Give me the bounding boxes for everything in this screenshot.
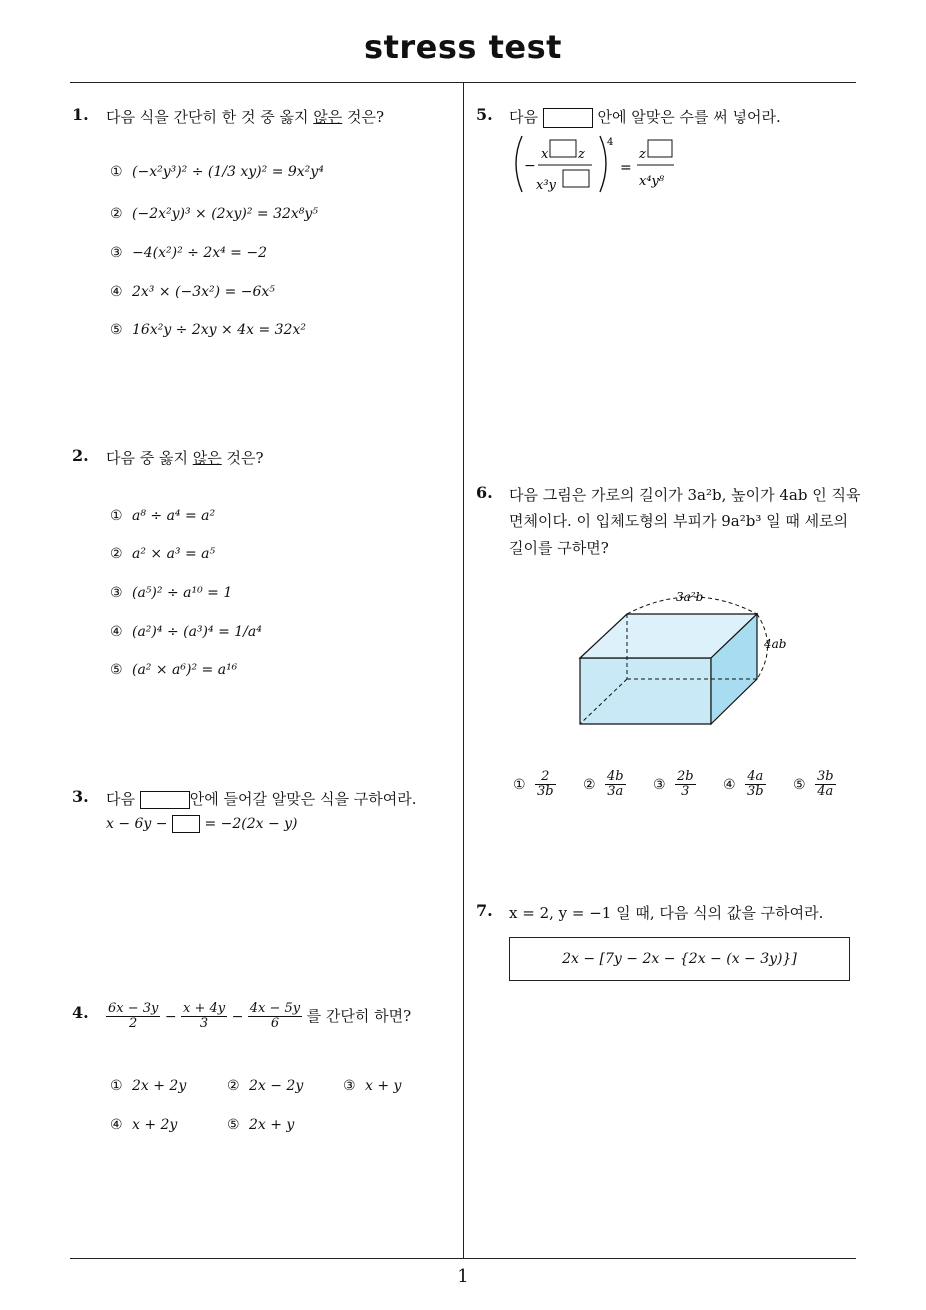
blank-box — [172, 815, 200, 833]
right-paren — [600, 136, 606, 192]
option-2 — [110, 206, 318, 222]
option-5 — [227, 1117, 294, 1133]
option-marker: ⑤ — [793, 776, 806, 793]
numerator-x: x — [541, 147, 549, 162]
fraction-1 — [106, 1002, 160, 1032]
equals-sign: = — [620, 160, 632, 176]
option-4 — [723, 770, 766, 800]
question-line-2: 면체이다. 이 입체도형의 부피가 9a²b³ 일 때 세로의 — [509, 512, 849, 530]
option-fraction — [535, 770, 556, 800]
text-underlined: 않은 — [313, 108, 343, 126]
question-text — [106, 106, 384, 127]
column-divider — [463, 83, 464, 1259]
question-number: 2. — [72, 446, 89, 465]
option-marker: ① — [110, 1078, 123, 1094]
option-marker: ③ — [110, 585, 123, 601]
blank-box — [648, 140, 672, 157]
option-marker: ② — [227, 1078, 240, 1094]
option-1 — [110, 1078, 186, 1094]
option-expr: a⁸ ÷ a⁴ = a² — [132, 508, 216, 524]
question-line-1: 다음 그림은 가로의 길이가 3a²b, 높이가 4ab 인 직육 — [509, 486, 861, 504]
text-pre: 다음 식을 간단히 한 것 중 옳지 — [106, 108, 314, 126]
question-text: x = 2, y = −1 일 때, 다음 식의 값을 구하여라. — [509, 904, 824, 922]
denominator: 6 — [270, 1016, 280, 1032]
option-fraction — [815, 770, 836, 800]
option-5 — [793, 770, 836, 800]
option-marker: ④ — [110, 624, 123, 640]
option-4 — [110, 1117, 177, 1133]
option-2 — [583, 770, 626, 800]
blank-box — [140, 791, 190, 809]
operator: − — [164, 1008, 177, 1025]
option-marker: ② — [110, 546, 123, 562]
option-2 — [227, 1078, 303, 1094]
option-expr: a² × a³ = a⁵ — [132, 546, 216, 562]
option-marker: ⑤ — [110, 662, 123, 678]
denominator: 4a — [817, 784, 834, 800]
option-marker: ③ — [343, 1078, 356, 1094]
option-expr: 2x³ × (−3x²) = −6x⁵ — [132, 284, 275, 300]
option-expr: 2x + y — [249, 1117, 295, 1133]
option-marker: ② — [110, 206, 123, 222]
expression: 2x − [7y − 2x − {2x − (x − 3y)}] — [562, 951, 797, 967]
option-3 — [110, 585, 232, 601]
numerator: x + 4y — [183, 1001, 226, 1016]
expression-box — [509, 937, 850, 981]
option-fraction — [675, 770, 696, 800]
option-5 — [110, 322, 306, 338]
option-marker: ② — [583, 776, 596, 793]
outer-exponent: 4 — [607, 137, 614, 148]
text-post: 안에 알맞은 수를 써 넣어라. — [597, 108, 781, 126]
option-marker: ⑤ — [227, 1117, 240, 1133]
option-marker: ③ — [110, 245, 123, 261]
operator: − — [231, 1008, 244, 1025]
option-marker: ① — [110, 508, 123, 524]
text-post: 안에 들어갈 알맞은 식을 구하여라. — [189, 790, 417, 808]
denominator: 3 — [199, 1016, 209, 1032]
question-number: 4. — [72, 1003, 89, 1022]
text-post: 것은? — [221, 449, 264, 467]
text-pre: 다음 — [509, 108, 538, 126]
numerator: 4x − 5y — [249, 1001, 301, 1016]
question-text — [509, 106, 781, 128]
question-expression — [106, 1002, 411, 1032]
text-pre: 다음 — [106, 790, 135, 808]
eq-right: = −2(2x − y) — [204, 816, 298, 832]
denominator: 3b — [747, 784, 764, 800]
question-text — [106, 447, 264, 468]
denominator-x3y: x³y — [536, 178, 556, 193]
front-face — [580, 658, 711, 724]
blank-box — [543, 108, 593, 128]
option-marker: ⑤ — [110, 322, 123, 338]
numerator: 3b — [817, 769, 834, 784]
blank-box — [563, 170, 589, 187]
power-equation — [508, 130, 708, 200]
option-marker: ③ — [653, 776, 666, 793]
option-marker: ④ — [110, 284, 123, 300]
option-expr: 2x − 2y — [249, 1078, 304, 1094]
option-expr: (−2x²y)³ × (2xy)² = 32x⁸y⁵ — [132, 206, 318, 222]
denominator: 2 — [129, 1016, 138, 1032]
fraction-3 — [248, 1002, 302, 1032]
numerator: 4a — [745, 770, 766, 785]
question-number: 7. — [476, 901, 493, 920]
option-fraction — [745, 770, 766, 800]
page-number: 1 — [457, 1266, 469, 1287]
text-post: 것은? — [342, 108, 385, 126]
blank-box — [550, 140, 576, 157]
text-pre: 다음 중 옳지 — [106, 449, 193, 467]
option-marker: ① — [513, 776, 526, 793]
option-3 — [343, 1078, 401, 1094]
option-3 — [110, 245, 267, 261]
option-expr: (a² × a⁶)² = a¹⁶ — [132, 662, 238, 678]
numerator: 2b — [677, 769, 694, 784]
rhs-denominator: x⁴y⁸ — [639, 174, 665, 189]
option-expr: (−x²y³)² ÷ (1/3 xy)² = 9x²y⁴ — [132, 164, 324, 180]
question-number: 6. — [476, 483, 493, 502]
option-3 — [653, 770, 696, 800]
question-number: 3. — [72, 787, 89, 806]
option-4 — [110, 624, 262, 640]
numerator: 2 — [535, 770, 556, 785]
text-post: 를 간단히 하면? — [306, 1006, 412, 1025]
option-4 — [110, 284, 275, 300]
equation — [106, 815, 298, 833]
option-expr: 2x + 2y — [132, 1078, 187, 1094]
option-expr: x + 2y — [132, 1117, 178, 1133]
question-number: 5. — [476, 105, 493, 124]
numerator: 4b — [607, 769, 624, 784]
text-underlined: 않은 — [192, 449, 222, 467]
option-1 — [513, 770, 556, 800]
option-marker: ① — [110, 164, 123, 180]
cuboid-figure — [570, 580, 800, 730]
minus-sign: − — [524, 158, 536, 174]
option-2 — [110, 546, 215, 562]
question-line-3: 길이를 구하면? — [509, 539, 609, 557]
question-text — [106, 788, 416, 809]
option-expr: 16x²y ÷ 2xy × 4x = 32x² — [132, 322, 306, 338]
eq-left: x − 6y − — [106, 816, 168, 832]
fraction-2 — [181, 1002, 227, 1032]
height-label: 4ab — [764, 637, 787, 651]
option-expr: (a⁵)² ÷ a¹⁰ = 1 — [132, 585, 233, 601]
option-1 — [110, 508, 215, 524]
page-title: stress test — [364, 28, 562, 66]
option-expr: (a²)⁴ ÷ (a³)⁴ = 1/a⁴ — [132, 624, 262, 640]
left-paren — [516, 136, 522, 192]
width-label: 3a²b — [676, 590, 704, 604]
option-5 — [110, 662, 237, 678]
numerator: 6x − 3y — [108, 1001, 159, 1016]
option-marker: ④ — [110, 1117, 123, 1133]
rhs-z: z — [639, 147, 646, 162]
denominator: 3b — [537, 784, 554, 800]
denominator: 3a — [607, 784, 624, 800]
option-marker: ④ — [723, 776, 736, 793]
question-number: 1. — [72, 105, 89, 124]
option-fraction — [605, 770, 626, 800]
numerator-z: z — [578, 147, 585, 162]
denominator: 3 — [681, 784, 690, 800]
option-expr: x + y — [365, 1078, 402, 1094]
option-1 — [110, 164, 324, 180]
option-expr: −4(x²)² ÷ 2x⁴ = −2 — [132, 245, 267, 261]
bottom-rule — [70, 1258, 856, 1259]
